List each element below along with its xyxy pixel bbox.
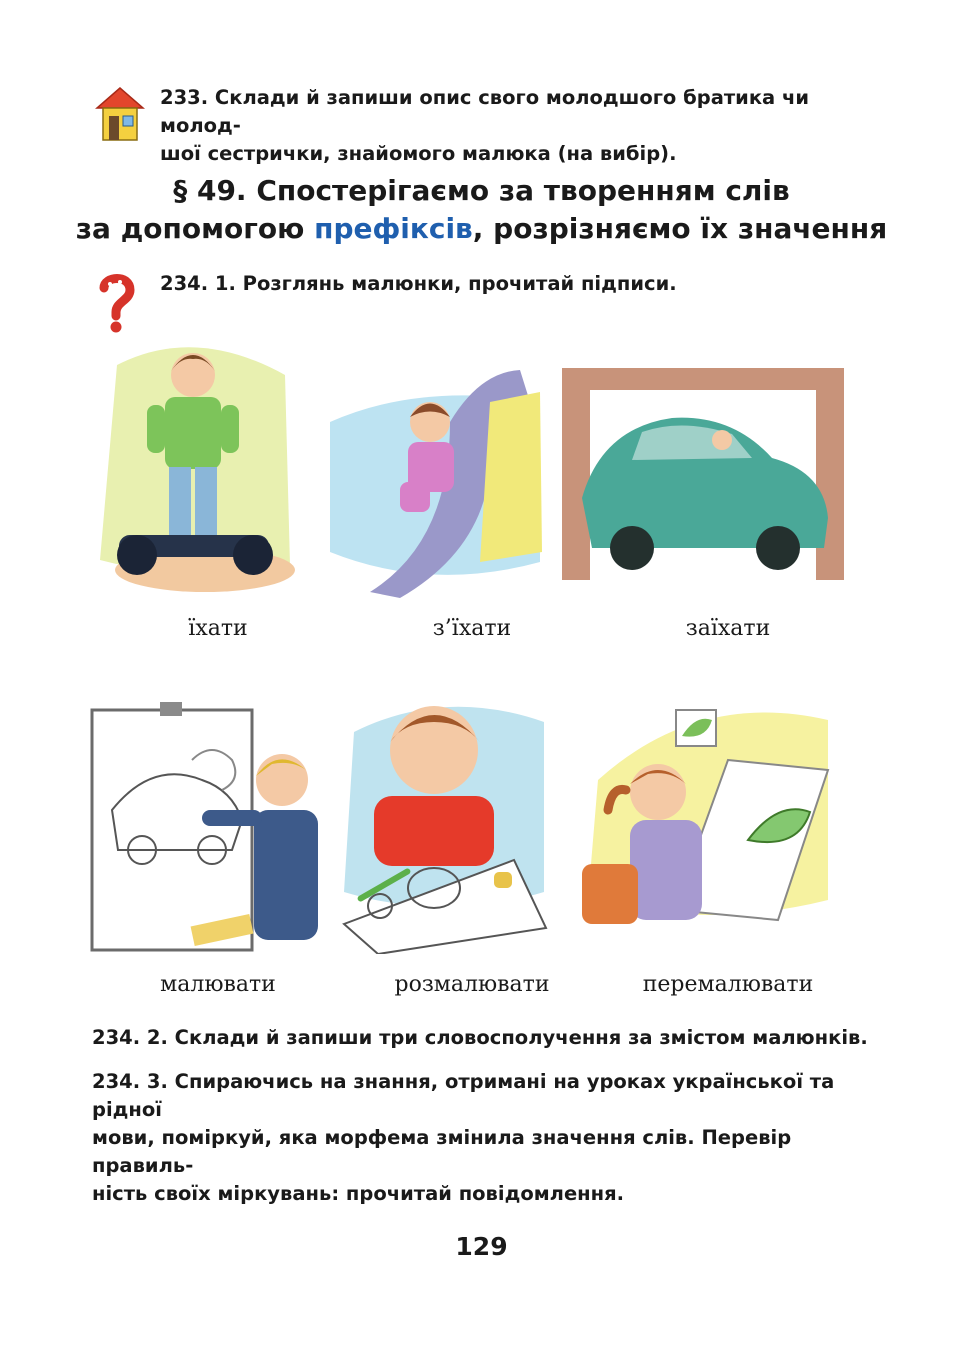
page-number: 129 xyxy=(455,1232,508,1261)
task-234-3 xyxy=(92,1068,872,1208)
caption-rozmaliuvaty: розмалювати xyxy=(394,972,550,997)
boy-hoverboard-picture xyxy=(95,335,295,597)
girl-slide-picture xyxy=(330,362,554,598)
section-title-text-b: , розрізняємо їх значення xyxy=(472,212,888,245)
section-title-line2 xyxy=(0,210,963,248)
section-title xyxy=(0,172,963,248)
caption-zyikhaty: з’їхати xyxy=(432,616,512,641)
house-icon xyxy=(95,86,145,142)
task-234-3-line1: 234. 3. Спираючись на знання, отримані на уроках української та рідної xyxy=(92,1070,835,1121)
task-233-line2: шої сестрички, знайомого малюка (на вибір). xyxy=(160,142,677,165)
caption-maliuvaty: малювати xyxy=(160,972,276,997)
section-title-text-a: за допомогою xyxy=(75,212,315,245)
section-title-line1: § 49. Спостерігаємо за творенням слів xyxy=(173,174,790,207)
task-234-1: 234. 1. Розглянь малюнки, прочитай підписи. xyxy=(160,272,677,295)
task-234-2: 234. 2. Склади й запиши три словосполучення за змістом малюнків. xyxy=(92,1026,868,1049)
boy-coloring-picture xyxy=(334,692,554,954)
task-233-line1: 233. Склади й запиши опис свого молодшого братика чи молод- xyxy=(160,86,810,137)
man-drawing-picture xyxy=(82,690,334,962)
car-garage-picture xyxy=(562,348,844,580)
task-234-3-line2: мови, поміркуй, яка морфема змінила значення слів. Перевір правиль- xyxy=(92,1126,792,1177)
section-title-prefix-word: префіксів xyxy=(314,212,473,245)
caption-yikhaty: їхати xyxy=(188,616,248,641)
caption-peremaliuvaty: перемалювати xyxy=(642,972,814,997)
girl-drawing-leaf-picture xyxy=(578,700,838,928)
question-mark-icon xyxy=(96,272,136,334)
task-233 xyxy=(160,84,880,168)
task-234-3-line3: ність своїх міркувань: прочитай повідомлення. xyxy=(92,1182,625,1205)
caption-zayikhaty: заїхати xyxy=(685,616,771,641)
